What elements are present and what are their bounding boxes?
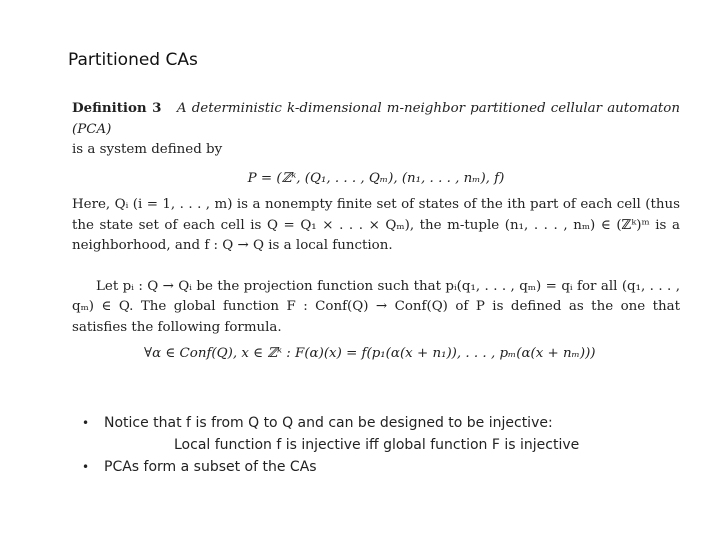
bullet-list: [82, 412, 682, 478]
bullet-injective-subline: Local function f is injective iff global function F is injective: [174, 437, 580, 453]
definition-heading: [72, 98, 680, 140]
definition-label: Definition 3: [72, 100, 162, 116]
bullet-subset: [82, 456, 682, 478]
definition-intro: A deterministic k-dimensional m-neighbor partitioned cellular automaton (PCA): [72, 101, 680, 137]
bullet-icon: •: [82, 460, 90, 474]
definition-continuation: is a system defined by: [72, 142, 223, 157]
pca-tuple-formula: P = (ℤᵏ, (Q₁, . . . , Qₘ), (n₁, . . . , nₘ), f): [247, 170, 505, 186]
global-function-paragraph: Let pᵢ : Q → Qᵢ be the projection function such that pᵢ(q₁, . . . , qₘ) = qᵢ for all (q₁, . . . , qₘ) ∈ Q. The global function F : Conf(Q) → Conf(Q) of P is defined as the one that satisfies the following formula.: [72, 278, 680, 335]
bullet-injective-text: Notice that f is from Q to Q and can be designed to be injective:: [104, 415, 553, 431]
slide-title: Partitioned CAs: [68, 50, 198, 70]
global-function-formula: ∀α ∈ Conf(Q), x ∈ ℤᵏ : F(α)(x) = f(p₁(α(x + n₁)), . . . , pₘ(α(x + nₘ))): [144, 346, 596, 361]
bullet-subset-text: PCAs form a subset of the CAs: [104, 459, 317, 475]
bullet-icon: •: [82, 416, 90, 430]
definition-excerpt: [72, 98, 680, 371]
definition-explanation: Here, Qᵢ (i = 1, . . . , m) is a nonempty finite set of states of the ith part of each cell (thus the state set of each cell is Q = Q₁ × . . . × Qₘ), the m-tuple (n₁, . . . , nₘ) ∈ (ℤᵏ)ᵐ is a neighborhood, and f : Q → Q is a local function.: [72, 197, 680, 253]
bullet-injective: [82, 412, 682, 456]
